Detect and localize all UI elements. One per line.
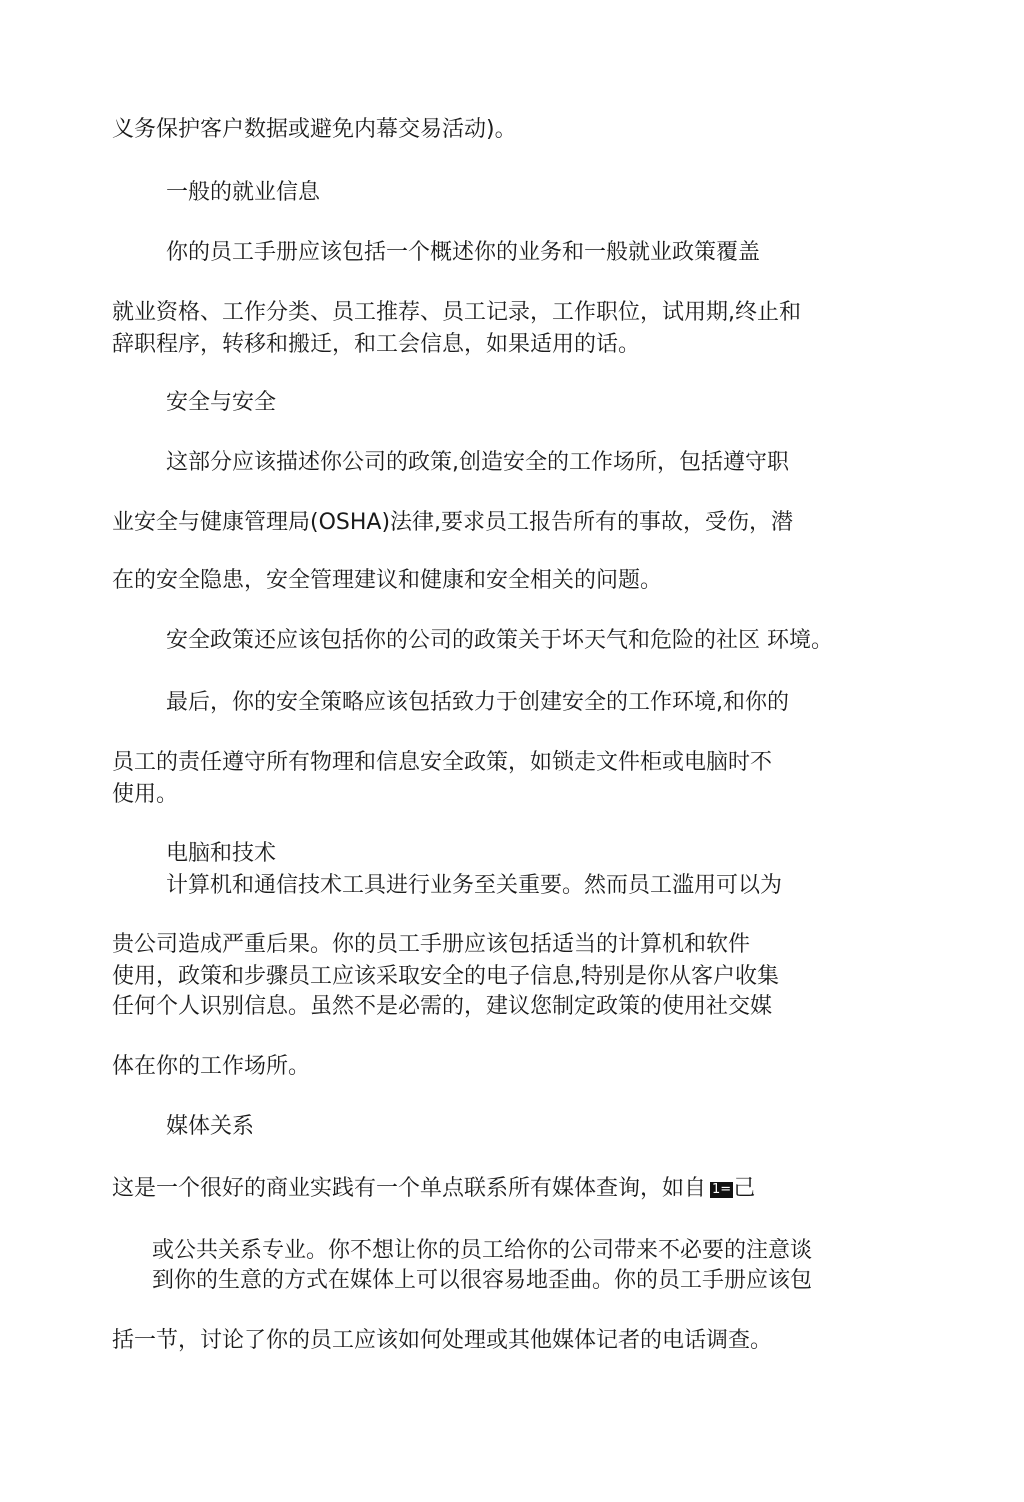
text-line-21	[112, 1175, 755, 1203]
text-line-24: 括一节，讨论了你的员工应该如何处理或其他媒体记者的电话调查。	[112, 1328, 773, 1353]
section-heading-computers: 电脑和技术	[166, 841, 277, 866]
text-line-3: 你的员工手册应该包括一个概述你的业务和一般就业政策覆盖	[166, 240, 761, 265]
text-line-13: 使用。	[112, 782, 179, 807]
text-line-9: 在的安全隐患，安全管理建议和健康和安全相关的问题。	[112, 568, 663, 593]
text-line-21-tail: 己	[733, 1176, 756, 1201]
section-heading-safety: 安全与安全	[166, 390, 277, 415]
text-line-11: 最后，你的安全策略应该包括致力于创建安全的工作环境,和你的	[166, 690, 789, 715]
section-heading-employment: 一般的就业信息	[166, 180, 321, 205]
text-line-23: 到你的生意的方式在媒体上可以很容易地歪曲。你的员工手册应该包	[152, 1268, 813, 1293]
text-line-19: 体在你的工作场所。	[112, 1054, 311, 1079]
text-line-17: 使用，政策和步骤员工应该采取安全的电子信息,特别是你从客户收集	[112, 964, 779, 989]
text-line-12: 员工的责任遵守所有物理和信息安全政策，如锁走文件柜或电脑时不	[112, 750, 773, 775]
section-heading-media: 媒体关系	[166, 1114, 255, 1139]
text-line-16: 贵公司造成严重后果。你的员工手册应该包括适当的计算机和软件	[112, 932, 751, 957]
text-line-18: 任何个人识别信息。虽然不是必需的，建议您制定政策的使用社交媒	[112, 994, 773, 1019]
text-line-15: 计算机和通信技术工具进行业务至关重要。然而员工滥用可以为	[166, 873, 783, 898]
text-line-5: 辞职程序，转移和搬迁，和工会信息，如果适用的话。	[112, 332, 641, 357]
text-line-21-main: 这是一个很好的商业实践有一个单点联系所有媒体查询，如自	[112, 1176, 707, 1201]
inline-glyph-box: 1=	[712, 1182, 732, 1197]
text-line-8: 业安全与健康管理局(OSHA)法律,要求员工报告所有的事故，受伤，潜	[112, 510, 794, 535]
text-line-7: 这部分应该描述你公司的政策,创造安全的工作场所，包括遵守职	[166, 450, 789, 475]
text-line-1: 义务保护客户数据或避免内幕交易活动)。	[112, 117, 517, 142]
text-line-4: 就业资格、工作分类、员工推荐、员工记录，工作职位，试用期,终止和	[112, 300, 801, 325]
text-line-10: 安全政策还应该包括你的公司的政策关于坏天气和危险的社区 环境。	[166, 628, 833, 653]
text-line-22: 或公共关系专业。你不想让你的员工给你的公司带来不必要的注意谈	[152, 1238, 813, 1263]
